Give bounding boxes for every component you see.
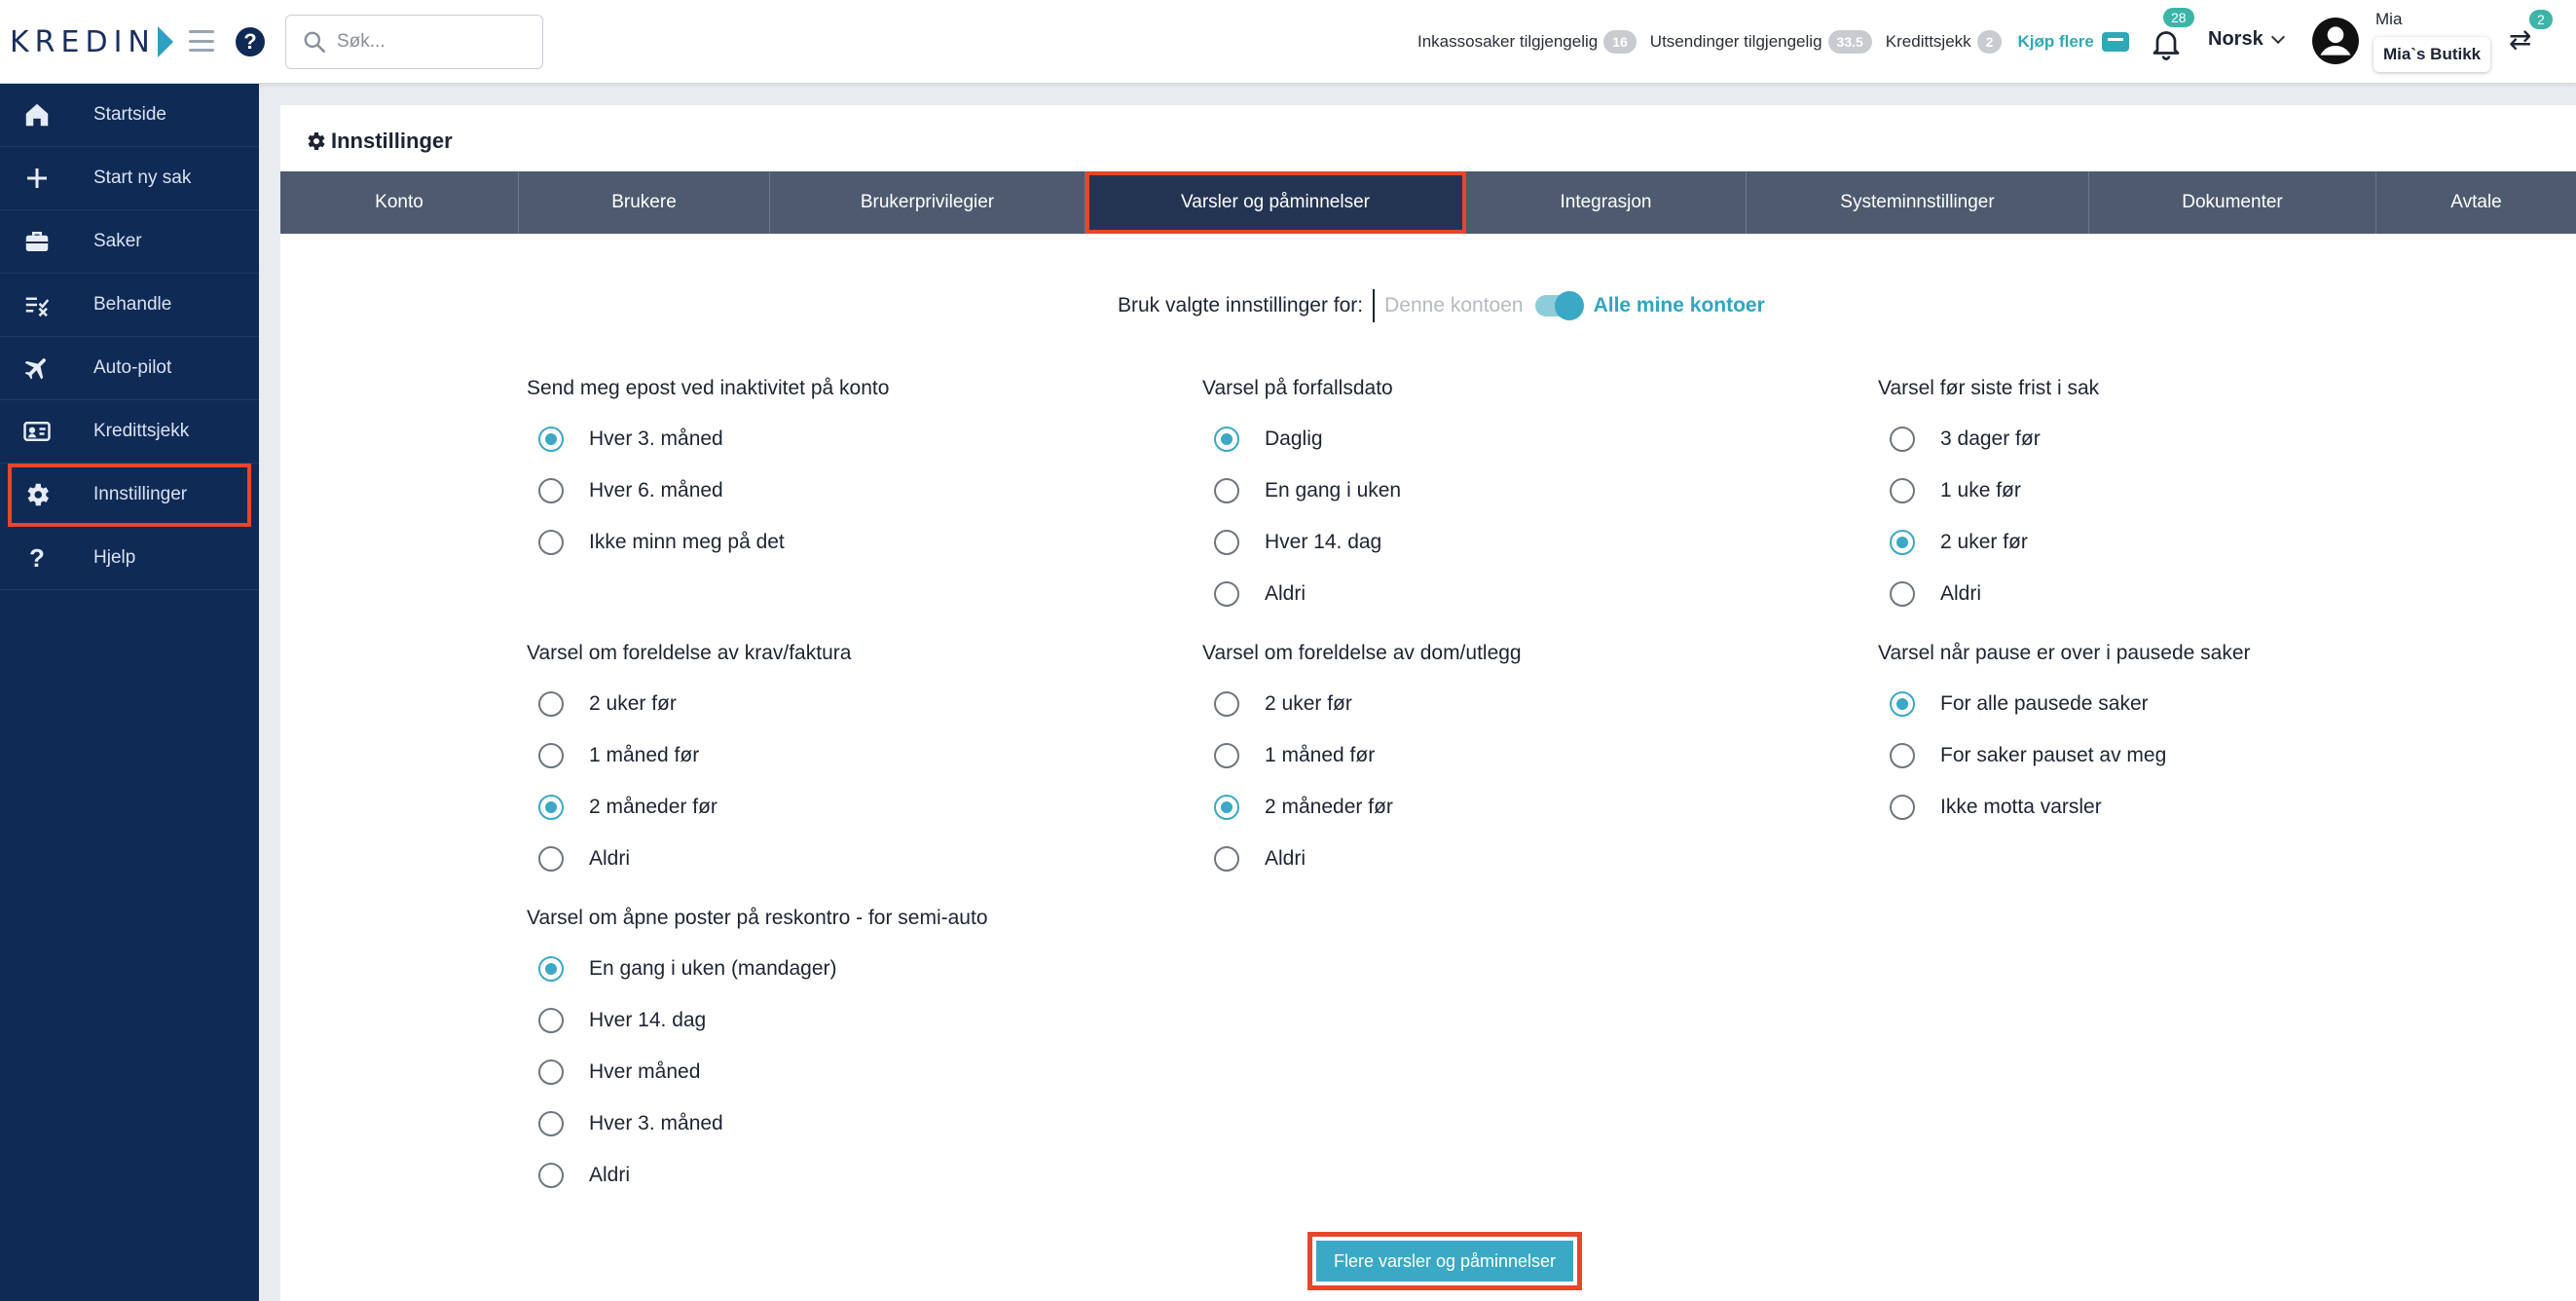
option-label: En gang i uken (mandager): [589, 956, 837, 980]
tab-label: Konto: [375, 192, 423, 212]
radio-option[interactable]: [1878, 413, 2099, 465]
sidebar-item-label: Hjelp: [93, 547, 136, 568]
radio-option[interactable]: [527, 465, 889, 516]
tab-integrasjon[interactable]: [1466, 171, 1747, 234]
settings-tabs: [280, 171, 2576, 234]
shop-name: Mia`s Butikk: [2383, 45, 2482, 63]
radio-option[interactable]: [527, 781, 851, 833]
radio-button[interactable]: [538, 1163, 564, 1188]
option-label: Ikke minn meg på det: [589, 530, 785, 553]
option-label: Hver 6. måned: [589, 478, 723, 502]
radio-option[interactable]: [1878, 729, 2251, 781]
notification-badge: 28: [2163, 8, 2194, 27]
search-input[interactable]: [337, 31, 532, 53]
radio-button[interactable]: [1890, 743, 1915, 768]
radio-option[interactable]: [1202, 465, 1401, 516]
radio-option[interactable]: [1878, 678, 2251, 729]
option-label: En gang i uken: [1265, 478, 1402, 502]
scope-divider: [1373, 289, 1375, 322]
option-label: 1 uke før: [1940, 478, 2021, 502]
tab-avtale[interactable]: [2376, 171, 2576, 234]
radio-button[interactable]: [538, 530, 564, 555]
language-label: Norsk: [2208, 28, 2263, 50]
option-label: Hver 14. dag: [1265, 530, 1382, 553]
radio-button[interactable]: [538, 795, 564, 820]
group-title: Varsel om åpne poster på reskontro - for semi-auto: [527, 907, 988, 929]
sidebar-item-label: Saker: [93, 231, 142, 251]
option-label: Hver 14. dag: [589, 1008, 707, 1031]
sidebar-item-hjelp[interactable]: [0, 527, 259, 590]
tab-konto[interactable]: [280, 171, 519, 234]
radio-option[interactable]: [527, 943, 988, 994]
option-label: Hver måned: [589, 1059, 701, 1083]
radio-option[interactable]: [1202, 678, 1522, 729]
logo-arrow-icon: [158, 26, 173, 57]
radio-option[interactable]: [1202, 833, 1522, 884]
option-label: 2 måneder før: [1265, 795, 1393, 818]
question-icon: ?: [29, 542, 45, 573]
scope-toggle[interactable]: [1535, 295, 1582, 316]
page-title: [304, 129, 453, 154]
shop-selector[interactable]: [2374, 37, 2490, 72]
radio-button[interactable]: [538, 1111, 564, 1136]
radio-button[interactable]: [1214, 427, 1239, 452]
tab-label: Avtale: [2450, 192, 2502, 212]
group-title: Varsel når pause er over i pausede saker: [1878, 642, 2251, 664]
option-label: 2 måneder før: [589, 795, 718, 818]
radio-option[interactable]: [527, 994, 988, 1046]
radio-option[interactable]: [527, 678, 851, 729]
checklist-icon: [19, 290, 55, 319]
id-card-icon: [19, 417, 55, 446]
scope-option-this-account[interactable]: Denne kontoen: [1384, 294, 1524, 316]
tab-brukere[interactable]: [519, 171, 770, 234]
group-title: Varsel om foreldelse av dom/utlegg: [1202, 642, 1522, 664]
gear-icon: [304, 130, 327, 153]
radio-button[interactable]: [1214, 581, 1239, 607]
radio-button[interactable]: [1890, 478, 1915, 503]
tab-label: Integrasjon: [1560, 192, 1652, 212]
radio-button[interactable]: [1214, 743, 1239, 768]
sidebar-item-auto-pilot[interactable]: [0, 337, 259, 400]
tab-label: Dokumenter: [2182, 192, 2283, 212]
more-notifications-button-frame: [1307, 1232, 1582, 1290]
briefcase-icon: [19, 227, 55, 256]
radio-option[interactable]: [527, 729, 851, 781]
scope-option-all-accounts[interactable]: Alle mine kontoer: [1593, 294, 1765, 316]
radio-button[interactable]: [538, 478, 564, 503]
stat-badge: 33.5: [1828, 30, 1872, 54]
option-label: For alle pausede saker: [1940, 691, 2149, 715]
group-judgment-limitation: [1202, 639, 1522, 884]
stat-mailings: [1650, 30, 1872, 54]
group-title: Varsel før siste frist i sak: [1878, 377, 2100, 399]
stat-label: Inkassosaker tilgjengelig: [1417, 32, 1599, 51]
sidebar-item-start-ny-sak[interactable]: [0, 147, 259, 210]
kredin-logo[interactable]: [10, 23, 173, 60]
radio-option[interactable]: [1878, 568, 2099, 619]
radio-option[interactable]: [527, 833, 851, 884]
radio-button[interactable]: [538, 846, 564, 872]
page-title-text: Innstillinger: [331, 129, 453, 153]
switch-account-icon[interactable]: ⇄: [2509, 24, 2532, 55]
radio-button[interactable]: [1890, 691, 1915, 717]
option-label: For saker pauset av meg: [1940, 743, 2167, 766]
radio-button[interactable]: [538, 1008, 564, 1033]
sidebar-item-label: Startside: [93, 104, 166, 125]
radio-button[interactable]: [538, 1059, 564, 1085]
radio-option[interactable]: [1202, 781, 1522, 833]
radio-button[interactable]: [1890, 795, 1915, 820]
option-label: Aldri: [1265, 581, 1306, 605]
help-icon[interactable]: ?: [236, 27, 265, 56]
radio-button[interactable]: [1214, 795, 1239, 820]
radio-option[interactable]: [527, 1149, 988, 1201]
radio-option[interactable]: [527, 1097, 988, 1149]
sidebar-item-label: Innstillinger: [93, 484, 188, 504]
option-label: Aldri: [589, 846, 631, 870]
radio-option[interactable]: [1202, 568, 1401, 619]
group-title: Varsel på forfallsdato: [1202, 377, 1393, 399]
sidebar-item-label: Kredittsjekk: [93, 421, 190, 441]
sidebar-item-kredittsjekk[interactable]: [0, 400, 259, 464]
tab-dokumenter[interactable]: [2089, 171, 2376, 234]
plus-icon: [19, 164, 55, 193]
option-label: 2 uker før: [1940, 530, 2028, 553]
avatar-icon[interactable]: [2311, 17, 2360, 65]
stat-badge: 16: [1603, 30, 1637, 54]
chevron-down-icon: [2271, 29, 2285, 43]
option-label: Aldri: [589, 1163, 631, 1186]
tab-label: Brukerprivilegier: [860, 192, 995, 212]
radio-button[interactable]: [1214, 530, 1239, 555]
radio-option[interactable]: [1202, 413, 1401, 465]
stat-label: Kredittsjekk: [1885, 32, 1971, 51]
sidebar-item-label: Auto-pilot: [93, 357, 172, 378]
radio-button[interactable]: [1214, 691, 1239, 717]
user-name: Mia: [2375, 10, 2403, 28]
tab-brukerprivilegier[interactable]: [770, 171, 1086, 234]
group-title: Varsel om foreldelse av krav/faktura: [527, 642, 852, 664]
radio-option[interactable]: [1878, 516, 2099, 568]
tab-varsler-og-paminnelser[interactable]: [1086, 171, 1466, 234]
buy-more-label: Kjøp flere: [2017, 32, 2094, 51]
sidebar: [0, 84, 259, 1301]
stat-credit-checks: [1886, 30, 2003, 54]
home-icon: [19, 100, 55, 130]
language-select[interactable]: [2208, 28, 2283, 51]
radio-button[interactable]: [538, 956, 564, 982]
group-final-deadline: [1878, 374, 2099, 619]
radio-option[interactable]: [1878, 465, 2099, 516]
group-claim-limitation: [527, 639, 851, 884]
tab-label: Brukere: [611, 192, 677, 212]
tab-systeminnstillinger[interactable]: [1747, 171, 2089, 234]
search-box[interactable]: [285, 15, 543, 69]
option-label: 3 dager før: [1940, 427, 2041, 450]
more-notifications-button[interactable]: Flere varsler og påminnelser: [1316, 1241, 1573, 1282]
option-label: 1 måned før: [1265, 743, 1376, 766]
radio-option[interactable]: [1202, 516, 1401, 568]
radio-button[interactable]: [1890, 530, 1915, 555]
radio-button[interactable]: [1214, 478, 1239, 503]
logo-text: KREDIN: [10, 24, 156, 59]
option-label: 2 uker før: [1265, 691, 1352, 715]
settings-panel: [280, 105, 2576, 1301]
airplane-icon: [19, 353, 55, 383]
option-label: Hver 3. måned: [589, 427, 723, 450]
sidebar-item-innstillinger[interactable]: [8, 464, 251, 527]
group-inactivity-email: [527, 374, 889, 568]
radio-button[interactable]: [538, 691, 564, 717]
sidebar-item-behandle[interactable]: [0, 274, 259, 337]
group-open-items: [527, 904, 988, 1201]
option-label: Ikke motta varsler: [1940, 795, 2102, 818]
radio-option[interactable]: [527, 516, 889, 568]
sidebar-item-startside[interactable]: [0, 84, 259, 147]
search-icon: [302, 29, 327, 55]
radio-option[interactable]: [1878, 781, 2251, 833]
tab-label: Systeminnstillinger: [1840, 192, 1995, 212]
option-label: 2 uker før: [589, 691, 677, 715]
radio-button[interactable]: [1214, 846, 1239, 872]
group-due-date: [1202, 374, 1401, 619]
option-label: Aldri: [1265, 846, 1306, 870]
switch-account-badge: 2: [2529, 10, 2553, 29]
bell-icon[interactable]: [2149, 23, 2184, 62]
group-title: Send meg epost ved inaktivitet på konto: [527, 377, 890, 399]
option-label: Daglig: [1265, 427, 1323, 450]
sidebar-item-saker[interactable]: [0, 210, 259, 274]
sidebar-item-label: Start ny sak: [93, 167, 192, 188]
radio-option[interactable]: [527, 413, 889, 465]
stat-collection-cases: [1417, 30, 1637, 54]
buy-more-link[interactable]: [2017, 32, 2128, 52]
radio-button[interactable]: [538, 427, 564, 452]
option-label: Hver 3. måned: [589, 1111, 723, 1134]
radio-button[interactable]: [1890, 581, 1915, 607]
radio-option[interactable]: [527, 1046, 988, 1097]
menu-toggle-icon[interactable]: [189, 30, 214, 52]
option-label: 1 måned før: [589, 743, 700, 766]
radio-button[interactable]: [1890, 427, 1915, 452]
quota-stats: [1417, 27, 2129, 56]
stat-label: Utsendinger tilgjengelig: [1649, 32, 1822, 51]
top-bar: [0, 0, 2576, 84]
group-pause-ended: [1878, 639, 2251, 833]
credit-card-icon: [2102, 32, 2129, 52]
radio-button[interactable]: [538, 743, 564, 768]
settings-scope: [1118, 286, 1765, 325]
sidebar-item-label: Behandle: [93, 294, 172, 315]
gear-icon: [19, 480, 55, 509]
tab-label: Varsler og påminnelser: [1181, 192, 1370, 212]
option-label: Aldri: [1940, 581, 1982, 605]
radio-option[interactable]: [1202, 729, 1522, 781]
scope-label: Bruk valgte innstillinger for:: [1118, 294, 1364, 316]
stat-badge: 2: [1977, 30, 2003, 54]
